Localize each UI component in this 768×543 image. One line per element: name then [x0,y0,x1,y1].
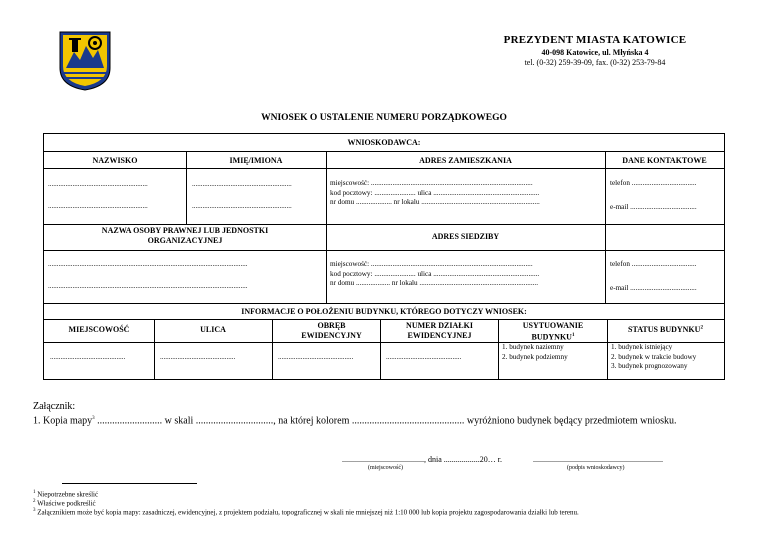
attachment-label: Załącznik: [33,401,76,412]
status-option-existing[interactable]: 1. budynek istniejący [611,343,673,351]
col-names: IMIĘ/IMIONA [229,156,283,165]
katowice-coat-of-arms-icon [58,30,112,92]
authority-phone: tel. (0-32) 259-39-09, fax. (0-32) 253-79-84 [524,58,666,67]
applicant-email-field[interactable]: e-mail ..................................... [610,203,697,211]
application-form-table [43,133,725,380]
attachment-block [33,401,677,427]
footnote-1: $^1$ Niepotrzebne skreślić [33,490,99,499]
status-option-planned[interactable]: 3. budynek prognozowany [611,362,688,371]
place-caption: (miejscowość) [368,465,403,471]
applicant-postcode-street-field[interactable]: kod pocztowy: ....................... ulica ........................................................... [330,188,540,197]
building-section-label: INFORMACJE O POŁOŻENIU BUDYNKU, KTÓREGO DOTYCZY WNIOSEK: [241,307,527,316]
applicant-phone-field[interactable]: telefon .................................... [610,179,697,187]
footnote-3: $^3$ Załącznikiem może być kopia mapy: zasadniczej, ewidencyjnej, z projektem podziału, topograficznej w skali nie mniejszej niż 1:10 000 lub kopia projektu zagospodarowania działki lub terenu. [33,508,579,517]
location-option-underground[interactable]: 2. budynek podziemny [502,352,568,361]
legal-name-field[interactable]: .................................................................................................................. [48,260,248,268]
col-contact: DANE KONTAKTOWE [622,156,707,165]
signature-caption: (podpis wnioskodawcy) [567,465,625,471]
signature-field[interactable]: ................................................................. [533,455,663,464]
col-status: STATUS BUDYNKU$^2$ [628,325,703,334]
applicant-house-flat-field[interactable]: nr domu .................... nr lokalu .................................................................. [330,198,540,207]
col-seat-address: ADRES SIEDZIBY [431,232,500,241]
col-precinct: OBRĘB EWIDENCYJNY [301,321,362,340]
legal-name-field-2[interactable]: .................................................................................................................. [48,282,248,290]
col-address: ADRES ZAMIESZKANIA [419,156,512,165]
seat-town-field[interactable]: miejscowość: .......................................................................................... [330,260,533,268]
col-legal-name: NAZWA OSOBY PRAWNEJ LUB JEDNOSTKI ORGANIZACYJNEJ [101,226,269,245]
building-street-field[interactable]: ........................................... [160,353,236,361]
footnote-2: $^2$ Właściwe podkreślić [33,499,96,508]
col-location: USYTUOWANIE BUDYNKU$^1$ [522,321,584,342]
col-street: ULICA [200,325,226,334]
building-town-field[interactable]: ........................................... [50,353,126,361]
surname-field-2[interactable]: ......................................................... [48,202,148,210]
applicant-town-field[interactable]: miejscowość: .......................................................................................... [330,179,533,187]
surname-field[interactable]: ......................................................... [48,180,148,188]
attachment-item[interactable]: 1. Kopia mapy$^3$ .......................... w skali ..............................., na której kolorem ............................................. wyróżniono budynek będący przedmiotem wniosku. [33,415,677,427]
names-field[interactable]: ......................................................... [192,180,292,188]
location-option-aboveground[interactable]: 1. budynek naziemny [502,343,564,351]
legal-email-field[interactable]: e-mail ..................................... [610,284,697,292]
place-date-field[interactable]: ........................................., dnia ..................20… r. [342,455,502,464]
authority-address: 40-098 Katowice, ul. Młyńska 4 [541,48,649,57]
seat-house-flat-field[interactable]: nr domu ................... nr lokalu .................................................................. [330,279,539,288]
status-option-under-construction[interactable]: 2. budynek w trakcie budowy [611,352,697,361]
legal-phone-field[interactable]: telefon .................................... [610,260,697,268]
col-surname: NAZWISKO [92,156,138,165]
footnote-divider [62,483,197,484]
names-field-2[interactable]: ......................................................... [192,202,292,210]
document-title: WNIOSEK O USTALENIE NUMERU PORZĄDKOWEGO [261,113,507,123]
building-precinct-field[interactable]: ........................................... [278,353,354,361]
col-town: MIEJSCOWOŚĆ [68,325,130,334]
applicant-section-label: WNIOSKODAWCA: [347,138,421,147]
col-parcel: NUMER DZIAŁKI EWIDENCYJNEJ [406,321,473,340]
authority-title: PREZYDENT MIASTA KATOWICE [503,34,687,46]
building-parcel-field[interactable]: ........................................... [386,353,462,361]
seat-postcode-street-field[interactable]: kod pocztowy: ....................... ulica ........................................................... [330,269,540,278]
